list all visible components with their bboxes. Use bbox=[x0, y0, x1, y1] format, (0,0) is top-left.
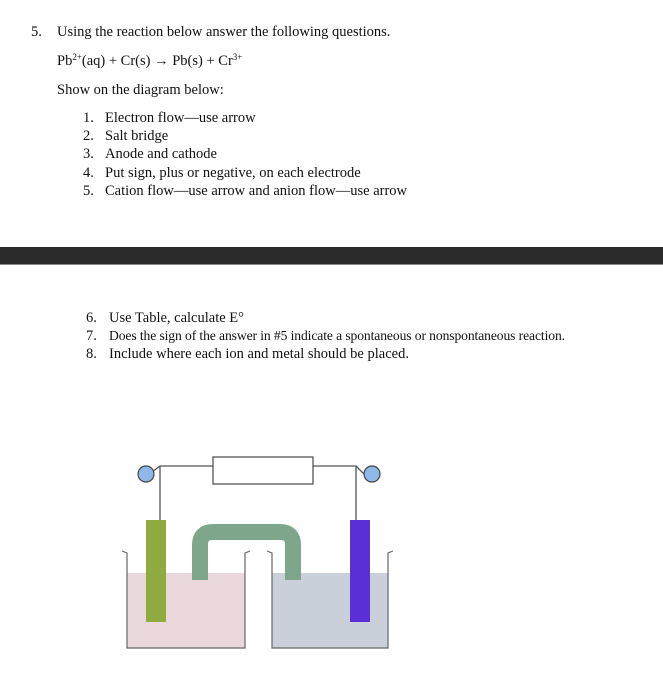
voltmeter-box bbox=[213, 457, 313, 484]
task-number: 5. bbox=[83, 183, 94, 199]
reaction-pb-charge: 2+ bbox=[72, 52, 82, 62]
task-number: 8. bbox=[86, 346, 97, 362]
salt-bridge bbox=[200, 532, 293, 580]
right-terminal bbox=[364, 466, 380, 482]
right-electrode bbox=[350, 520, 370, 622]
task-text: Salt bridge bbox=[105, 128, 169, 144]
reaction-rest: (aq) + Cr(s) → Pb(s) + Cr bbox=[81, 53, 233, 69]
task-text: Put sign, plus or negative, on each electrode bbox=[105, 165, 361, 181]
left-solution bbox=[127, 573, 245, 648]
right-solution bbox=[272, 573, 388, 648]
task-text: Include where each ion and metal should be placed. bbox=[109, 346, 409, 362]
task-number: 3. bbox=[83, 146, 94, 162]
task-text: Anode and cathode bbox=[105, 146, 217, 162]
task-text: Electron flow—use arrow bbox=[105, 110, 256, 126]
show-label: Show on the diagram below: bbox=[57, 82, 224, 98]
reaction-cr-charge: 3+ bbox=[232, 52, 243, 62]
reaction-pb-ion: Pb bbox=[57, 53, 73, 69]
task-number: 7. bbox=[86, 328, 97, 344]
task-number: 6. bbox=[86, 310, 97, 326]
task-text: Does the sign of the answer in #5 indicate a spontaneous or nonspontaneous reaction. bbox=[109, 328, 565, 343]
task-text: Cation flow—use arrow and anion flow—use arrow bbox=[105, 183, 408, 199]
left-terminal bbox=[138, 466, 154, 482]
left-wire bbox=[152, 466, 213, 472]
task-number: 1. bbox=[83, 110, 94, 126]
left-electrode bbox=[146, 520, 166, 622]
question-prompt: Using the reaction below answer the following questions. bbox=[57, 24, 391, 40]
question-number: 5. bbox=[31, 24, 42, 40]
task-text: Use Table, calculate E° bbox=[109, 310, 244, 326]
task-number: 2. bbox=[83, 128, 94, 144]
task-number: 4. bbox=[83, 165, 94, 181]
